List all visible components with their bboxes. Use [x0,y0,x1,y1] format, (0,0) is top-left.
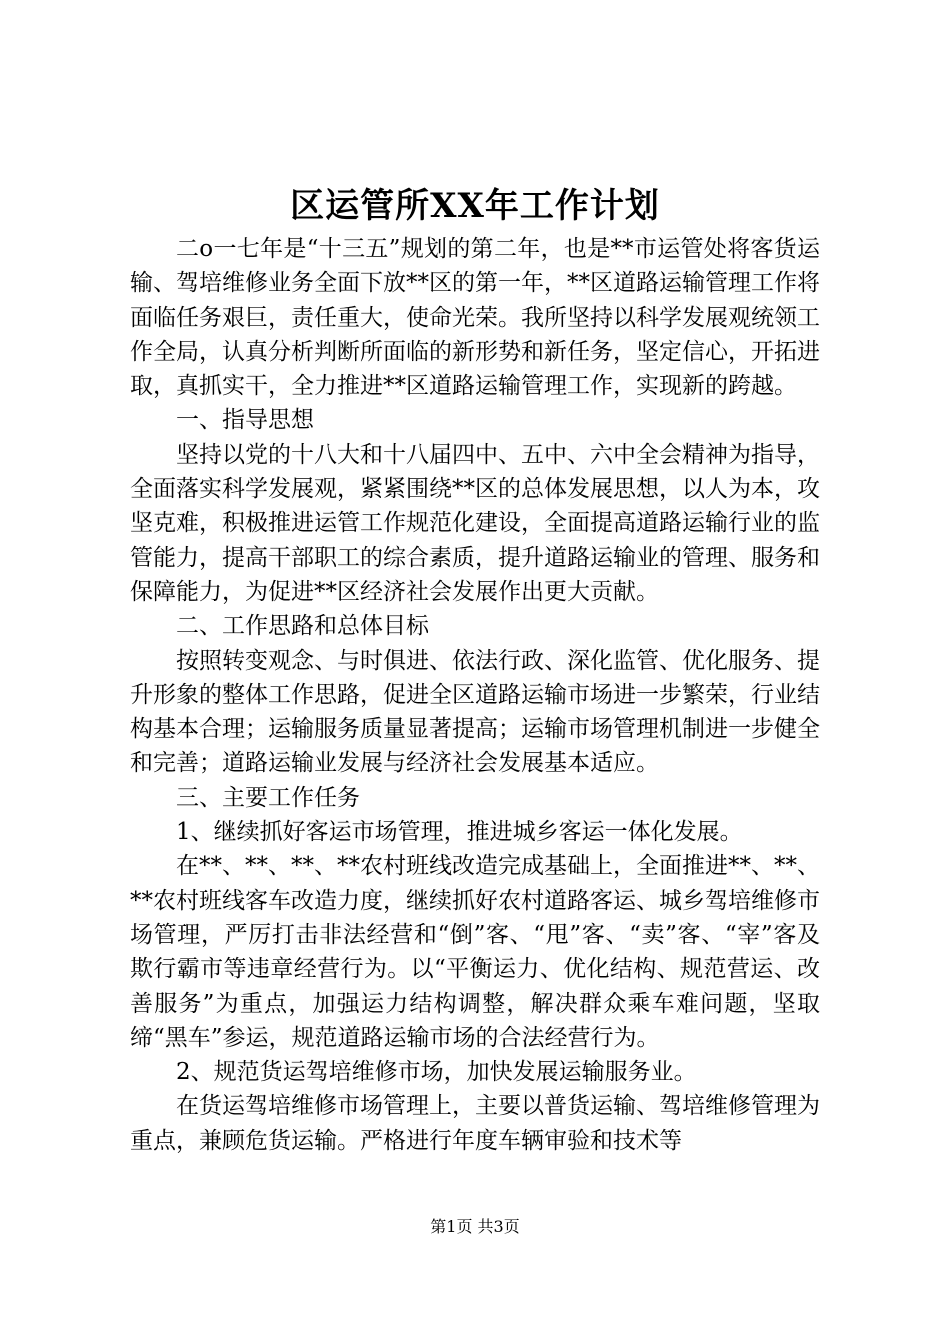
heading-guiding-thought: 一、指导思想 [176,407,314,434]
subheading-task-2: 2、规范货运驾培维修市场，加快发展运输服务业。 [176,1059,697,1086]
subheading-task-1: 1、继续抓好客运市场管理，推进城乡客运一体化发展。 [176,819,743,846]
paragraph-work-approach: 按照转变观念、与时俱进、依法行政、深化监管、优化服务、提升形象的整体工作思路，促进全区道路运输市场进一步繁荣，行业结构基本合理；运输服务质量显著提高；运输市场管理机制进一步健全和完善；道路运输业发展与经济社会发展基本适应。 [130,647,820,777]
paragraph-task-1: 在**、**、**、**农村班线改造完成基础上，全面推进**、**、**农村班线客车改造力度，继续抓好农村道路客运、城乡驾培维修市场管理，严厉打击非法经营和“倒”客、“甩”客、“卖”客、“宰”客及欺行霸市等违章经营行为。以“平衡运力、优化结构、规范营运、改善服务”为重点，加强运力结构调整，解决群众乘车难问题，坚取缔“黑车”参运，规范道路运输市场的合法经营行为。 [130,853,820,1051]
paragraph-task-2: 在货运驾培维修市场管理上，主要以普货运输、驾培维修管理为重点，兼顾危货运输。严格进行年度车辆审验和技术等 [130,1093,820,1154]
heading-work-approach: 二、工作思路和总体目标 [176,613,429,640]
document-body [130,232,820,1158]
heading-main-tasks: 三、主要工作任务 [176,784,360,811]
paragraph-intro: 二o一七年是“十三五”规划的第二年，也是**市运管处将客货运输、驾培维修业务全面下放**区的第一年，**区道路运输管理工作将面临任务艰巨，责任重大，使命光荣。我所坚持以科学发展观统领工作全局，认真分析判断所面临的新形势和新任务，坚定信心，开拓进取，真抓实干，全力推进**区道路运输管理工作，实现新的跨越。 [130,236,820,400]
page-indicator: 第1页 共3页 [430,1217,520,1236]
paragraph-guiding-thought: 坚持以党的十八大和十八届四中、五中、六中全会精神为指导，全面落实科学发展观，紧紧围绕**区的总体发展思想，以人为本，攻坚克难，积极推进运管工作规范化建设，全面提高道路运输行业的监管能力，提高干部职工的综合素质，提升道路运输业的管理、服务和保障能力，为促进**区经济社会发展作出更大贡献。 [130,441,820,605]
document-title: 区运管所XX年工作计划 [290,186,660,226]
